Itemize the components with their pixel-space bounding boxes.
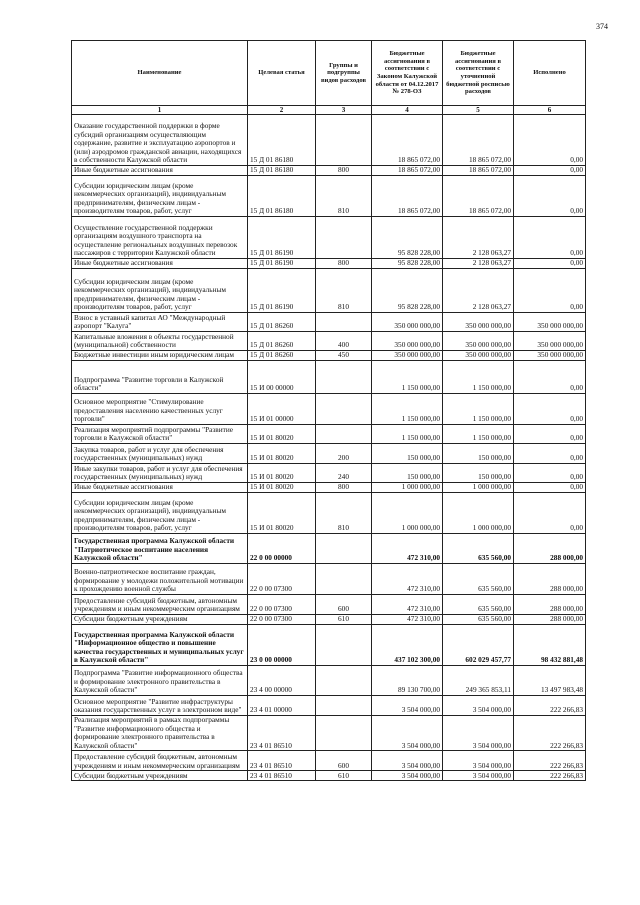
row-name: Военно-патриотическое воспитание граждан, формирование у молодежи положительной мотивации к прохождению военной службы xyxy=(72,564,248,595)
row-target-code: 23 4 01 00000 xyxy=(248,696,316,716)
row-plan-amount: 18 865 072,00 xyxy=(443,115,514,166)
table-row xyxy=(72,483,586,493)
table-row xyxy=(72,696,586,716)
table-row xyxy=(72,394,586,425)
row-executed-amount: 0,00 xyxy=(514,361,586,394)
row-executed-amount: 222 266,83 xyxy=(514,751,586,771)
row-executed-amount: 288 000,00 xyxy=(514,595,586,615)
table-row xyxy=(72,217,586,259)
row-expense-group: 810 xyxy=(316,493,372,534)
row-target-code: 15 Д 01 86190 xyxy=(248,259,316,269)
column-number: 3 xyxy=(316,106,372,115)
row-target-code: 15 И 01 80020 xyxy=(248,464,316,483)
row-target-code: 15 Д 01 86180 xyxy=(248,166,316,176)
row-executed-amount: 98 432 881,48 xyxy=(514,625,586,666)
row-plan-amount: 1 150 000,00 xyxy=(443,361,514,394)
row-law-amount: 89 130 700,00 xyxy=(372,666,443,696)
row-plan-amount: 249 365 853,11 xyxy=(443,666,514,696)
row-law-amount: 350 000 000,00 xyxy=(372,351,443,361)
row-plan-amount: 350 000 000,00 xyxy=(443,313,514,332)
row-target-code: 23 4 00 00000 xyxy=(248,666,316,696)
row-executed-amount: 0,00 xyxy=(514,176,586,217)
row-name: Подпрограмма "Развитие информационного общества и формирование электронного правительства в Калужской области" xyxy=(72,666,248,696)
table-row xyxy=(72,666,586,696)
row-name: Капитальные вложения в объекты государственной (муниципальной) собственности xyxy=(72,332,248,351)
row-law-amount: 150 000,00 xyxy=(372,444,443,464)
row-executed-amount: 350 000 000,00 xyxy=(514,332,586,351)
row-target-code: 22 0 00 07300 xyxy=(248,564,316,595)
table-row xyxy=(72,351,586,361)
row-executed-amount: 288 000,00 xyxy=(514,615,586,625)
row-name: Государственная программа Калужской области "Патриотическое воспитание населения Калужской области" xyxy=(72,534,248,564)
row-name: Субсидии юридическим лицам (кроме некоммерческих организаций), индивидуальным предпринимателям, физическим лицам - производителям товаров, работ, услуг xyxy=(72,176,248,217)
budget-table xyxy=(71,40,586,781)
row-expense-group xyxy=(316,425,372,444)
row-expense-group: 800 xyxy=(316,166,372,176)
row-target-code: 15 Д 01 86180 xyxy=(248,115,316,166)
row-plan-amount: 1 000 000,00 xyxy=(443,483,514,493)
row-expense-group xyxy=(316,394,372,425)
row-plan-amount: 635 560,00 xyxy=(443,595,514,615)
row-plan-amount: 2 128 063,27 xyxy=(443,217,514,259)
row-plan-amount: 2 128 063,27 xyxy=(443,259,514,269)
row-expense-group: 450 xyxy=(316,351,372,361)
header-row xyxy=(72,41,586,106)
row-target-code: 15 Д 01 86190 xyxy=(248,269,316,313)
row-law-amount: 3 504 000,00 xyxy=(372,751,443,771)
table-row xyxy=(72,493,586,534)
row-expense-group: 600 xyxy=(316,751,372,771)
row-expense-group: 600 xyxy=(316,595,372,615)
row-target-code: 22 0 00 00000 xyxy=(248,534,316,564)
column-number-row xyxy=(72,106,586,115)
row-executed-amount: 0,00 xyxy=(514,425,586,444)
row-name: Подпрограмма "Развитие торговли в Калужской области" xyxy=(72,361,248,394)
row-expense-group xyxy=(316,564,372,595)
row-plan-amount: 350 000 000,00 xyxy=(443,332,514,351)
row-name: Субсидии юридическим лицам (кроме некоммерческих организаций), индивидуальным предпринимателям, физическим лицам - производителям товаров, работ, услуг xyxy=(72,493,248,534)
column-number: 4 xyxy=(372,106,443,115)
row-target-code: 15 И 01 80020 xyxy=(248,444,316,464)
table-row xyxy=(72,751,586,771)
row-name: Иные закупки товаров, работ и услуг для обеспечения государственных (муниципальных) нужд xyxy=(72,464,248,483)
row-name: Субсидии бюджетным учреждениям xyxy=(72,771,248,781)
table-row xyxy=(72,259,586,269)
row-executed-amount: 222 266,83 xyxy=(514,696,586,716)
row-law-amount: 472 310,00 xyxy=(372,564,443,595)
row-target-code: 15 Д 01 86260 xyxy=(248,313,316,332)
table-body xyxy=(72,115,586,781)
row-plan-amount: 602 029 457,77 xyxy=(443,625,514,666)
row-law-amount: 350 000 000,00 xyxy=(372,313,443,332)
row-plan-amount: 635 560,00 xyxy=(443,615,514,625)
row-target-code: 15 И 01 80020 xyxy=(248,483,316,493)
row-target-code: 15 И 01 80020 xyxy=(248,493,316,534)
row-plan-amount: 3 504 000,00 xyxy=(443,696,514,716)
row-target-code: 15 Д 01 86180 xyxy=(248,176,316,217)
row-executed-amount: 0,00 xyxy=(514,115,586,166)
row-name: Субсидии юридическим лицам (кроме некоммерческих организаций), индивидуальным предпринимателям, физическим лицам - производителям товаров, работ, услуг xyxy=(72,269,248,313)
column-header: Наименование xyxy=(72,41,248,106)
row-target-code: 23 0 00 00000 xyxy=(248,625,316,666)
row-law-amount: 472 310,00 xyxy=(372,595,443,615)
row-executed-amount: 0,00 xyxy=(514,483,586,493)
column-number: 5 xyxy=(443,106,514,115)
column-number: 2 xyxy=(248,106,316,115)
row-expense-group xyxy=(316,217,372,259)
row-executed-amount: 222 266,83 xyxy=(514,771,586,781)
row-expense-group xyxy=(316,534,372,564)
page-number: 374 xyxy=(596,22,608,31)
table-row xyxy=(72,625,586,666)
row-target-code: 23 4 01 86510 xyxy=(248,751,316,771)
row-executed-amount: 0,00 xyxy=(514,269,586,313)
row-plan-amount: 18 865 072,00 xyxy=(443,176,514,217)
row-name: Субсидии бюджетным учреждениям xyxy=(72,615,248,625)
row-law-amount: 350 000 000,00 xyxy=(372,332,443,351)
row-name: Предоставление субсидий бюджетным, автономным учреждениям и иным некоммерческим организациям xyxy=(72,595,248,615)
row-plan-amount: 2 128 063,27 xyxy=(443,269,514,313)
row-target-code: 15 Д 01 86190 xyxy=(248,217,316,259)
table-row xyxy=(72,564,586,595)
row-target-code: 22 0 00 07300 xyxy=(248,595,316,615)
row-expense-group: 240 xyxy=(316,464,372,483)
row-target-code: 15 Д 01 86260 xyxy=(248,351,316,361)
table-row xyxy=(72,771,586,781)
row-plan-amount: 1 150 000,00 xyxy=(443,394,514,425)
row-law-amount: 1 150 000,00 xyxy=(372,425,443,444)
row-target-code: 15 Д 01 86260 xyxy=(248,332,316,351)
row-plan-amount: 18 865 072,00 xyxy=(443,166,514,176)
row-name: Взнос в уставный капитал АО "Международный аэропорт "Калуга" xyxy=(72,313,248,332)
row-expense-group: 800 xyxy=(316,259,372,269)
row-name: Иные бюджетные ассигнования xyxy=(72,259,248,269)
table-row xyxy=(72,166,586,176)
row-law-amount: 150 000,00 xyxy=(372,464,443,483)
row-target-code: 22 0 00 07300 xyxy=(248,615,316,625)
table-row xyxy=(72,534,586,564)
row-expense-group xyxy=(316,115,372,166)
row-plan-amount: 635 560,00 xyxy=(443,564,514,595)
row-plan-amount: 150 000,00 xyxy=(443,444,514,464)
row-name: Реализация мероприятий подпрограммы "Развитие торговли в Калужской области" xyxy=(72,425,248,444)
row-law-amount: 18 865 072,00 xyxy=(372,166,443,176)
row-target-code: 15 И 00 00000 xyxy=(248,361,316,394)
row-expense-group: 810 xyxy=(316,269,372,313)
row-name: Основное мероприятие "Развитие инфраструктуры оказания государственных услуг в электронном виде" xyxy=(72,696,248,716)
row-expense-group xyxy=(316,313,372,332)
row-executed-amount: 0,00 xyxy=(514,217,586,259)
row-expense-group: 200 xyxy=(316,444,372,464)
row-name: Реализация мероприятий в рамках подпрограммы "Развитие информационного общества и формирование электронного правительства в Калужской области" xyxy=(72,716,248,751)
row-expense-group: 800 xyxy=(316,483,372,493)
row-expense-group: 610 xyxy=(316,771,372,781)
row-law-amount: 3 504 000,00 xyxy=(372,771,443,781)
row-name: Иные бюджетные ассигнования xyxy=(72,483,248,493)
row-name: Бюджетные инвестиции иным юридическим лицам xyxy=(72,351,248,361)
row-executed-amount: 288 000,00 xyxy=(514,534,586,564)
row-law-amount: 1 150 000,00 xyxy=(372,361,443,394)
table-row xyxy=(72,313,586,332)
table-row xyxy=(72,176,586,217)
row-plan-amount: 1 150 000,00 xyxy=(443,425,514,444)
column-header: Бюджетные ассигнования в соответствии с Законом Калужской области от 04.12.2017 № 278-ОЗ xyxy=(372,41,443,106)
row-law-amount: 472 310,00 xyxy=(372,534,443,564)
column-header: Группы и подгруппы видов расходов xyxy=(316,41,372,106)
row-expense-group: 400 xyxy=(316,332,372,351)
row-executed-amount: 0,00 xyxy=(514,444,586,464)
row-name: Основное мероприятие "Стимулирование предоставления населению качественных услуг торговли" xyxy=(72,394,248,425)
row-law-amount: 3 504 000,00 xyxy=(372,716,443,751)
row-expense-group xyxy=(316,361,372,394)
row-law-amount: 1 150 000,00 xyxy=(372,394,443,425)
row-plan-amount: 1 000 000,00 xyxy=(443,493,514,534)
row-expense-group xyxy=(316,716,372,751)
row-law-amount: 95 828 228,00 xyxy=(372,217,443,259)
table-row xyxy=(72,115,586,166)
row-executed-amount: 0,00 xyxy=(514,464,586,483)
row-law-amount: 18 865 072,00 xyxy=(372,115,443,166)
row-executed-amount: 288 000,00 xyxy=(514,564,586,595)
row-law-amount: 1 000 000,00 xyxy=(372,493,443,534)
row-executed-amount: 350 000 000,00 xyxy=(514,313,586,332)
row-executed-amount: 222 266,83 xyxy=(514,716,586,751)
row-plan-amount: 3 504 000,00 xyxy=(443,751,514,771)
row-name: Государственная программа Калужской области "Информационное общество и повышение качества государственных и муниципальных услуг в Калужской области" xyxy=(72,625,248,666)
row-name: Закупка товаров, работ и услуг для обеспечения государственных (муниципальных) нужд xyxy=(72,444,248,464)
row-executed-amount: 0,00 xyxy=(514,493,586,534)
table-row xyxy=(72,269,586,313)
table-row xyxy=(72,332,586,351)
row-plan-amount: 350 000 000,00 xyxy=(443,351,514,361)
row-executed-amount: 0,00 xyxy=(514,166,586,176)
table-row xyxy=(72,361,586,394)
row-law-amount: 472 310,00 xyxy=(372,615,443,625)
row-target-code: 15 И 01 80020 xyxy=(248,425,316,444)
row-expense-group xyxy=(316,666,372,696)
table-row xyxy=(72,425,586,444)
row-name: Иные бюджетные ассигнования xyxy=(72,166,248,176)
table-row xyxy=(72,595,586,615)
row-plan-amount: 3 504 000,00 xyxy=(443,771,514,781)
row-plan-amount: 635 560,00 xyxy=(443,534,514,564)
row-executed-amount: 0,00 xyxy=(514,394,586,425)
row-target-code: 15 И 01 00000 xyxy=(248,394,316,425)
row-executed-amount: 350 000 000,00 xyxy=(514,351,586,361)
row-target-code: 23 4 01 86510 xyxy=(248,716,316,751)
table-row xyxy=(72,444,586,464)
row-law-amount: 95 828 228,00 xyxy=(372,259,443,269)
row-law-amount: 1 000 000,00 xyxy=(372,483,443,493)
column-number: 6 xyxy=(514,106,586,115)
row-expense-group xyxy=(316,625,372,666)
row-expense-group xyxy=(316,696,372,716)
row-plan-amount: 150 000,00 xyxy=(443,464,514,483)
column-header: Исполнено xyxy=(514,41,586,106)
table-row xyxy=(72,716,586,751)
row-executed-amount: 13 497 983,48 xyxy=(514,666,586,696)
row-expense-group: 810 xyxy=(316,176,372,217)
column-header: Бюджетные ассигнования в соответствии с уточненной бюджетной росписью расходов xyxy=(443,41,514,106)
row-plan-amount: 3 504 000,00 xyxy=(443,716,514,751)
row-law-amount: 3 504 000,00 xyxy=(372,696,443,716)
row-law-amount: 95 828 228,00 xyxy=(372,269,443,313)
row-name: Осуществление государственной поддержки организациям воздушного транспорта на осуществление региональных воздушных перевозок пассажиров с территории Калужской области xyxy=(72,217,248,259)
row-law-amount: 18 865 072,00 xyxy=(372,176,443,217)
column-header: Целевая статья xyxy=(248,41,316,106)
row-expense-group: 610 xyxy=(316,615,372,625)
row-law-amount: 437 102 300,00 xyxy=(372,625,443,666)
row-name: Предоставление субсидий бюджетным, автономным учреждениям и иным некоммерческим организациям xyxy=(72,751,248,771)
column-number: 1 xyxy=(72,106,248,115)
table-row xyxy=(72,615,586,625)
row-target-code: 23 4 01 86510 xyxy=(248,771,316,781)
row-name: Оказание государственной поддержки в форме субсидий организациям осуществляющим содержание, развитие и эксплуатацию аэропортов и (или) аэродромов гражданской авиации, находящихся в собственности Калужской области xyxy=(72,115,248,166)
table-row xyxy=(72,464,586,483)
row-executed-amount: 0,00 xyxy=(514,259,586,269)
